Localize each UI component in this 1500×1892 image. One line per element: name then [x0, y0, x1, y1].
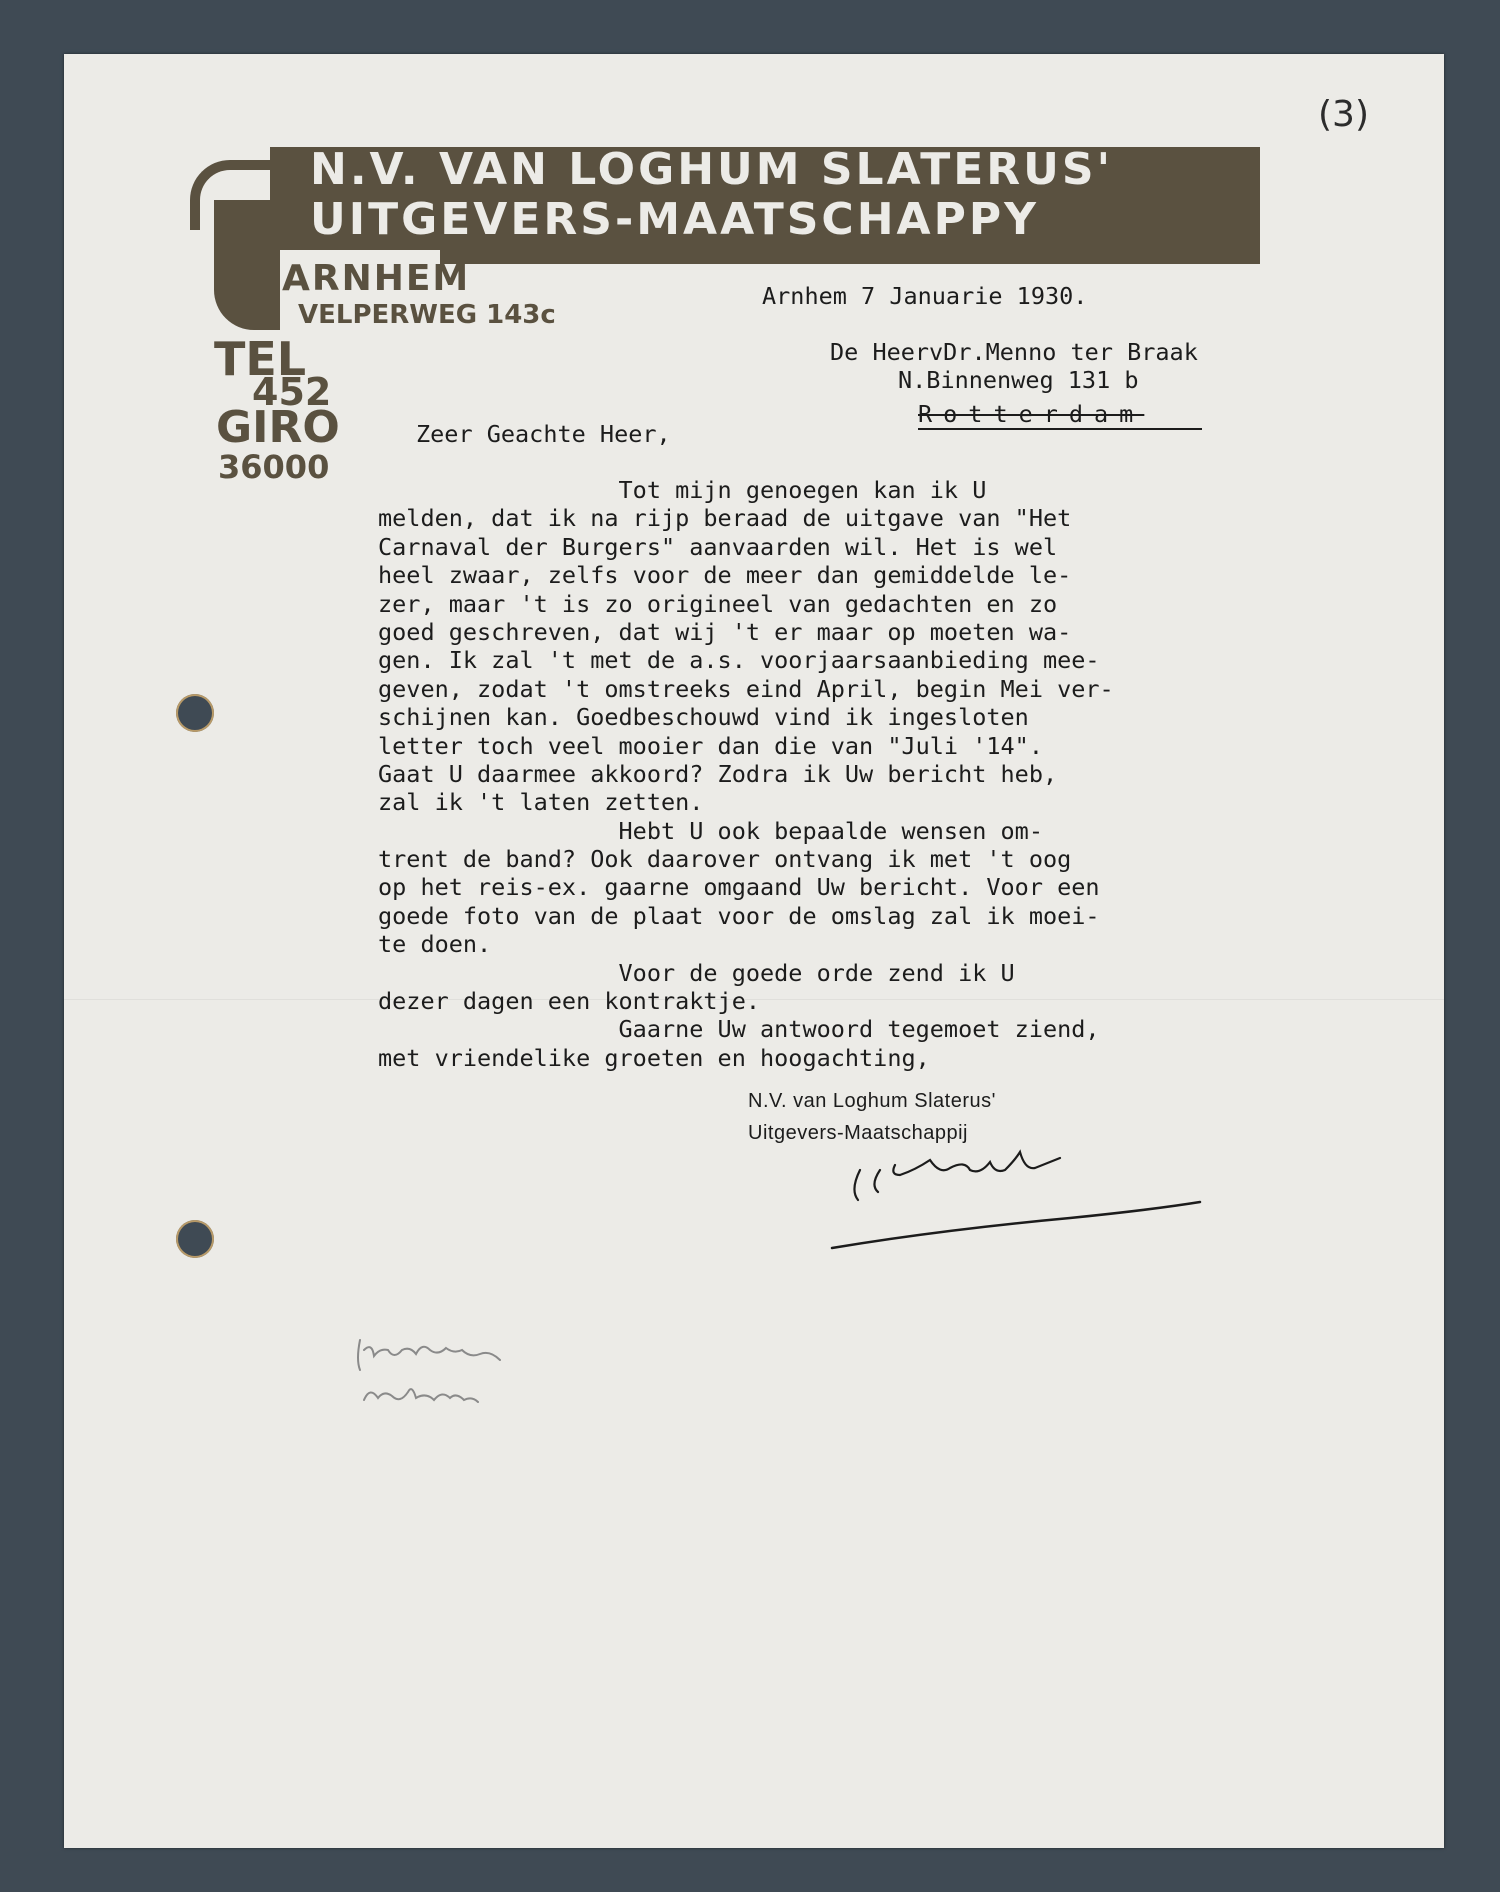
body-line: Carnaval der Burgers" aanvaarden wil. Het is wel [378, 532, 1058, 561]
letterhead-company-name: N.V. VAN LOGHUM SLATERUS' [310, 144, 1114, 195]
body-line: letter toch veel mooier dan die van "Juli '14". [378, 731, 1043, 760]
letterhead-tel-label: TEL [214, 332, 307, 386]
body-line: zer, maar 't is zo origineel van gedachten en zo [378, 589, 1058, 618]
signature-company-line1: N.V. van Loghum Slaterus' [748, 1090, 996, 1112]
body-line: trent de band? Ook daarover ontvang ik met 't oog [378, 845, 1072, 874]
letterhead-giro-label: GIRO [216, 402, 340, 453]
letterhead-column [214, 200, 280, 330]
addressee-city: Rotterdam [918, 400, 1145, 428]
letterhead-company-type: UITGEVERS-MAATSCHAPPY [310, 194, 1039, 245]
body-line: geven, zodat 't omstreeks eind April, begin Mei ver- [378, 674, 1114, 703]
body-line: goede foto van de plaat voor de omslag zal ik moei- [378, 901, 1100, 930]
body-line: Tot mijn genoegen kan ik U [378, 476, 987, 504]
letterhead-tel-number: 452 [252, 370, 332, 414]
addressee-city-underline [918, 428, 1202, 430]
body-line: Gaat U daarmee akkoord? Zodra ik Uw bericht heb, [378, 759, 1058, 788]
body-line: gen. Ik zal 't met de a.s. voorjaarsaanbieding mee- [378, 646, 1100, 675]
addressee-street: N.Binnenweg 131 b [898, 366, 1139, 394]
body-line: Gaarne Uw antwoord tegemoet ziend, [378, 1015, 1100, 1044]
punch-hole-bottom [176, 1220, 214, 1258]
body-line: met vriendelike groeten en hoogachting, [378, 1043, 930, 1072]
body-line: te doen. [378, 930, 492, 959]
letterhead-underbar [440, 250, 1260, 264]
body-line: schijnen kan. Goedbeschouwd vind ik ingesloten [378, 703, 1029, 732]
body-line: Voor de goede orde zend ik U [378, 958, 1015, 987]
body-line: melden, dat ik na rijp beraad de uitgave van "Het [378, 504, 1072, 533]
signature-company-line2: Uitgevers-Maatschappij [748, 1122, 968, 1144]
body-line: zal ik 't laten zetten. [378, 788, 704, 817]
body-line: Hebt U ook bepaalde wensen om- [378, 816, 1043, 845]
letterhead-giro-number: 36000 [218, 448, 330, 486]
pencil-annotation [350, 1320, 570, 1430]
letterhead-city: ARNHEM [282, 258, 471, 299]
punch-hole-top [176, 694, 214, 732]
letter-date: Arnhem 7 Januarie 1930. [762, 282, 1088, 310]
body-line: heel zwaar, zelfs voor de meer dan gemiddelde le- [378, 561, 1072, 590]
letterhead-street: VELPERWEG 143c [298, 300, 556, 330]
salutation: Zeer Geachte Heer, [416, 420, 671, 448]
letter-body [378, 476, 1114, 1072]
body-line: goed geschreven, dat wij 't er maar op moeten wa- [378, 617, 1072, 646]
addressee-name: De HeervDr.Menno ter Braak [830, 338, 1198, 366]
body-line: op het reis-ex. gaarne omgaand Uw bericht. Voor een [378, 873, 1100, 902]
handwritten-signature [820, 1130, 1220, 1250]
body-line: dezer dagen een kontraktje. [378, 987, 761, 1016]
archive-page-number: (3) [1318, 94, 1369, 135]
